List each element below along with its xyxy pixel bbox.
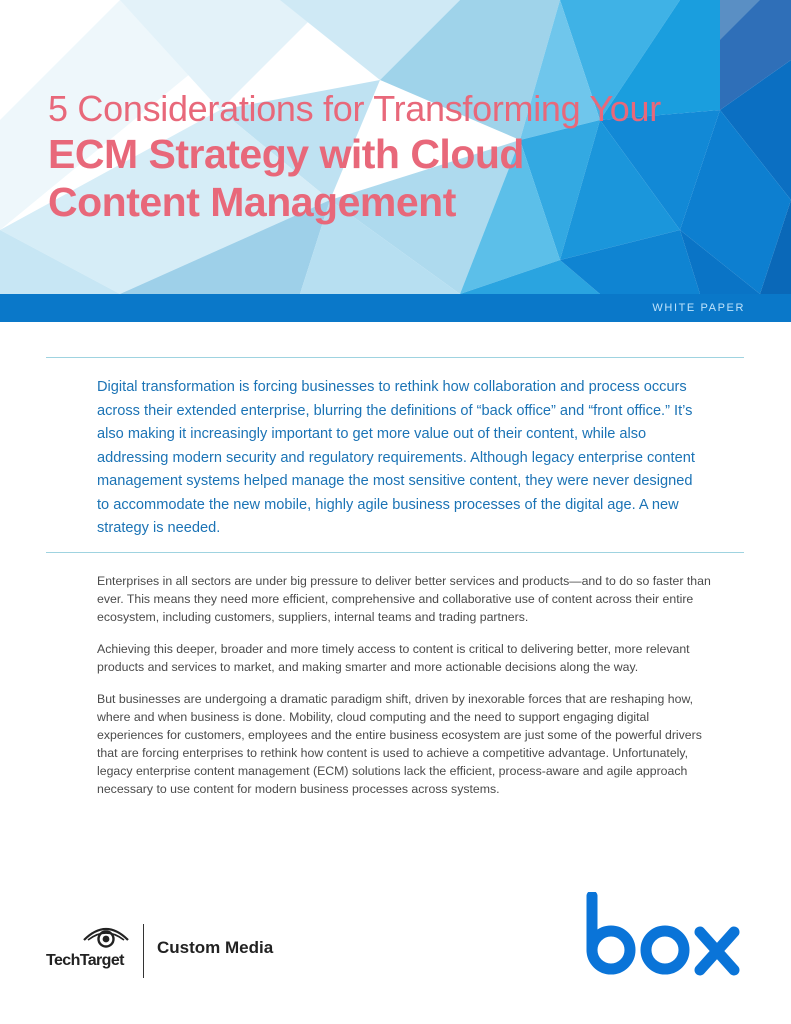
body-paragraph: Achieving this deeper, broader and more timely access to content is critical to delivering better, more relevant products and services to market, and making smarter and more actionable decisions along the way. — [97, 642, 690, 674]
body-text — [97, 572, 717, 812]
title-line-1: 5 Considerations for Transforming Your — [48, 88, 661, 129]
header-band — [0, 294, 791, 322]
intro-summary: Digital transformation is forcing businesses to rethink how collaboration and process occurs across their extended enterprise, blurring the definitions of “back office” and “front office.” It’s also making it increasingly important to get more value out of their content, while also addressing modern security and regulatory requirements. Although legacy enterprise content management systems helped manage the most sensitive content, they were never designed to accommodate the new mobile, highly agile business processes of the digital age. A new strategy is needed. — [97, 379, 695, 536]
box-logo-icon — [578, 892, 748, 982]
title-line-2: ECM Strategy with Cloud — [48, 131, 524, 177]
title-line-3: Content Management — [48, 179, 456, 225]
techtarget-name: TechTarget — [46, 952, 124, 969]
document-title — [48, 88, 768, 226]
body-paragraph: But businesses are undergoing a dramatic paradigm shift, driven by inexorable forces that are reshaping how, where and when business is done. Mobility, cloud computing and the need to support engaging digital experiences for customers, employees and the entire business ecosystem are just some of the powerful drivers that are forcing enterprises to rethink how content is used to achieve a competitive advantage. Unfortunately, legacy enterprise content management (ECM) solutions lack the efficient, process-aware and agile approach necessary to use content for modern business processes across systems. — [97, 692, 702, 796]
techtarget-logo — [46, 924, 286, 978]
divider-bottom — [46, 552, 744, 553]
document-type-label: WHITE PAPER — [652, 302, 745, 314]
divider-top — [46, 357, 744, 358]
eye-icon — [82, 924, 130, 952]
body-paragraph: Enterprises in all sectors are under big pressure to deliver better services and products—and to do so faster than ever. This means they need more efficient, comprehensive and collaborative use of content across their entire ecosystem, including customers, suppliers, internal teams and trading partners. — [97, 574, 711, 624]
hero-banner — [0, 0, 791, 322]
custom-media-label: Custom Media — [157, 938, 274, 957]
logo-divider — [143, 924, 144, 978]
